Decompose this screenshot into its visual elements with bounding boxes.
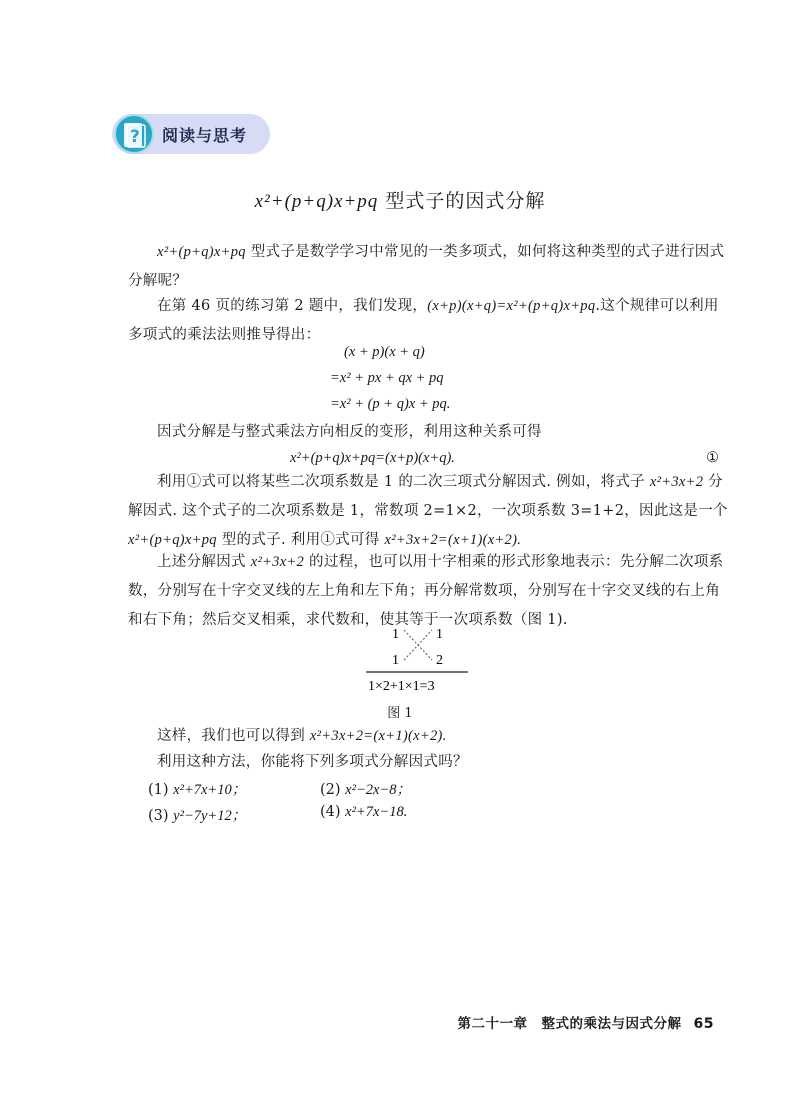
formula-1: x²+(p+q)x+pq=(x+p)(x+q). bbox=[290, 450, 455, 466]
paragraph-text: 这样，我们也可以得到 bbox=[157, 728, 310, 744]
page-title bbox=[0, 186, 800, 213]
exercise-expression: x²+7x+10； bbox=[173, 782, 247, 798]
exercise-expression: x²+7x−18. bbox=[345, 804, 408, 820]
section-badge bbox=[112, 114, 270, 154]
inline-math: x²+3x+2=(x+1)(x+2). bbox=[384, 532, 522, 548]
formula-marker: ① bbox=[706, 450, 719, 466]
paragraph-factoring bbox=[128, 418, 728, 447]
exercise-number: (3) bbox=[148, 808, 169, 824]
exercise-item bbox=[148, 778, 246, 799]
paragraph-text: 的过程，也可以用十字相乘的形式形象地表示：先分解二次项系数，分别写在十字交叉线的左上角和左下角；再分解常数项，分别写在十字交叉线的右上角和右下角；然后交叉相乘，求代数和，使其等于一次项系数（图 1). bbox=[128, 554, 724, 628]
exercise-number: (2) bbox=[320, 782, 341, 798]
inline-math: x²+(p+q)x+pq bbox=[128, 532, 217, 548]
exercise-item bbox=[148, 804, 246, 825]
paragraph-example bbox=[128, 468, 728, 555]
paragraph-intro bbox=[128, 238, 728, 296]
derivation-line-3: =x² + (p + q)x + pq. bbox=[330, 396, 451, 412]
paragraph-text: 分解因式. 这个式子的二次项系数是 1，常数项 2=1×2，一次项系数 3=1+2，因此这是一个 bbox=[128, 474, 728, 519]
question-book-icon bbox=[114, 114, 154, 154]
title-math: x²+(p+q)x+pq bbox=[254, 191, 379, 212]
fig-top-right: 1 bbox=[436, 627, 443, 642]
page-number: 65 bbox=[693, 1016, 714, 1032]
inline-math: x²+3x+2 bbox=[250, 554, 305, 570]
exercise-number: (1) bbox=[148, 782, 169, 798]
paragraph-text: 利用①式可以将某些二次项系数是 1 的二次三项式分解因式. 例如，将式子 bbox=[157, 474, 650, 490]
inline-math: x²+3x+2=(x+1)(x+2). bbox=[309, 728, 447, 744]
derivation-line-1: (x + p)(x + q) bbox=[344, 344, 425, 360]
paragraph-text: 利用这种方法，你能将下列多项式分解因式吗？ bbox=[157, 754, 468, 770]
cross-multiplication-figure bbox=[360, 622, 480, 694]
paragraph-text: 型式子是数学学习中常见的一类多项式，如何将这种类型的式子进行因式分解呢？ bbox=[128, 244, 725, 289]
paragraph-text: .这个规律可以利用多项式的乘法法则推导得出： bbox=[128, 298, 719, 343]
paragraph-observation bbox=[128, 292, 728, 350]
title-suffix: 型式子的因式分解 bbox=[378, 190, 546, 212]
inline-math: (x+p)(x+q)=x²+(p+q)x+pq bbox=[427, 298, 596, 314]
exercise-item bbox=[320, 778, 411, 799]
paragraph-text: 在第 46 页的练习第 2 题中，我们发现， bbox=[157, 298, 428, 314]
exercise-number: (4) bbox=[320, 804, 341, 820]
badge-label: 阅读与思考 bbox=[162, 126, 248, 145]
paragraph-text: 型的式子. 利用①式可得 bbox=[216, 532, 385, 548]
paragraph-question bbox=[128, 748, 728, 777]
derivation-line-2: =x² + px + qx + pq bbox=[330, 370, 444, 386]
exercise-item bbox=[320, 804, 407, 821]
svg-text:?: ? bbox=[130, 127, 140, 147]
fig-bottom-left: 1 bbox=[392, 653, 399, 668]
cross-line-b bbox=[404, 630, 432, 660]
figure-caption: 图 1 bbox=[387, 706, 413, 721]
exercise-expression: x²−2x−8； bbox=[345, 782, 411, 798]
paragraph-text: 因式分解是与整式乘法方向相反的变形，利用这种关系可得 bbox=[157, 424, 542, 440]
inline-math: x²+(p+q)x+pq bbox=[157, 244, 246, 260]
inline-math: x²+3x+2 bbox=[649, 474, 704, 490]
page-footer bbox=[458, 1012, 714, 1032]
fig-bottom-right: 2 bbox=[436, 653, 443, 668]
fig-result: 1×2+1×1=3 bbox=[368, 679, 435, 694]
exercise-expression: y²−7y+12； bbox=[173, 808, 247, 824]
paragraph-result bbox=[128, 722, 728, 751]
chapter-title: 第二十一章 整式的乘法与因式分解 bbox=[457, 1016, 682, 1032]
fig-top-left: 1 bbox=[392, 627, 399, 642]
paragraph-text: 上述分解因式 bbox=[157, 554, 251, 570]
